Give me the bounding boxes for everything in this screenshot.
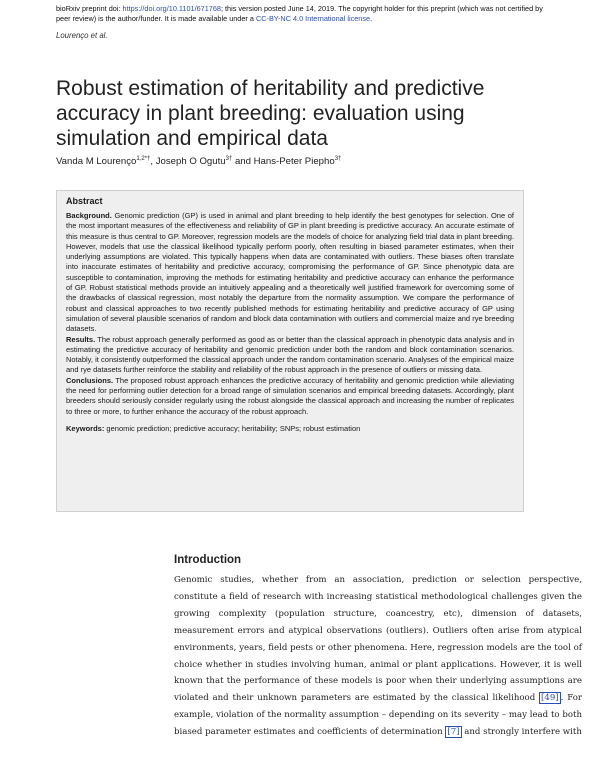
- keywords-label: Keywords:: [66, 423, 105, 433]
- background-label: Background.: [66, 211, 112, 220]
- author-list: [56, 156, 556, 167]
- running-head: Lourenço et al.: [56, 31, 108, 40]
- abstract-results: [66, 335, 514, 376]
- keywords: [66, 424, 514, 433]
- citation-link[interactable]: [7]: [447, 727, 460, 738]
- results-text: The robust approach generally performed as good as or better than the classical approach in phenotypic data analysis and in estimating the predictive accuracy of heritability and genomic prediction under both the random and block contamination scenarios. Notably, it consistently outperformed the classical approach under the random contamination scenario. Analyses of the empirical maize and rye datasets further reinforce the stability and reliability of the robust approach in the presence of outliers or missing data.: [66, 334, 514, 375]
- preprint-notice: [56, 4, 556, 24]
- author-affiliation: 1,2*†: [136, 156, 151, 162]
- doi-link[interactable]: https://doi.org/10.1101/671768: [122, 4, 221, 13]
- results-label: Results.: [66, 334, 96, 344]
- author-separator: ,: [150, 156, 156, 168]
- author-affiliation: 3†: [334, 156, 342, 162]
- introduction-text: [174, 572, 582, 741]
- author-name: Vanda M Lourenço: [56, 156, 137, 168]
- conclusions-label: Conclusions.: [66, 375, 114, 385]
- paper-title: Robust estimation of heritability and predictive accuracy in plant breeding: evaluation using simulation and empirical data: [56, 77, 485, 150]
- intro-text-part: and strongly interfere with: [461, 727, 582, 738]
- introduction-heading: Introduction: [174, 554, 242, 566]
- abstract-background: [66, 211, 514, 335]
- keywords-text: genomic prediction; predictive accuracy; heritability; SNPs; robust estimation: [104, 423, 361, 433]
- background-text: Genomic prediction (GP) is used in animal and plant breeding to help identify the best genotypes for selection. One of the most important measures of the effectiveness and reliability of GP in plant breeding is predictive accuracy. An accurate estimate of this measure is thus central to GP. Moreover, regression models are the models of choice for analyzing field trial data in plant breeding. However, models that use the classical likelihood typically perform poorly, often resulting in biased parameter estimates, when their underlying assumptions are violated. This typically happens when data are contaminated with outliers. These biases often translate into inaccurate estimates of heritability and predictive accuracy, compromising the performance of GP. Since phenotypic data are susceptible to contamination, improving the methods for estimating heritability and predictive accuracy can enhance the performance of GP. Robust statistical methods provide an intuitively appealing and a theoretically well justified framework for overcoming some of the drawbacks of classical regression, most notably the departure from the normality assumption. We compare the performance of robust and classical approaches to two recently published methods for estimating heritability and predictive accuracy of GP using simulation of several plausible scenarios of random and block data contamination with outliers and commercial maize and rye breeding datasets.: [66, 211, 514, 334]
- notice-suffix: .: [370, 14, 373, 23]
- notice-prefix: bioRxiv preprint doi:: [56, 4, 123, 13]
- author-name: Hans-Peter Piepho: [253, 156, 335, 168]
- author-separator: and: [232, 156, 254, 168]
- abstract-heading: Abstract: [66, 196, 103, 206]
- conclusions-text: The proposed robust approach enhances the predictive accuracy of heritability and genomic prediction while alleviating the need for performing outlier detection for a broad range of simulation scenarios and empirical breeding datasets. Accordingly, plant breeders should seriously consider regularly using the robust alongside the classical approach and increasing the number of replicates to three or more, to further enhance the accuracy of the robust approach.: [66, 375, 514, 416]
- abstract-body: [66, 211, 514, 417]
- abstract-box: [56, 190, 524, 512]
- citation-link[interactable]: [49]: [541, 693, 559, 704]
- author-affiliation: 3†: [225, 156, 233, 162]
- abstract-conclusions: [66, 376, 514, 417]
- author-name: Joseph O Ogutu: [155, 156, 226, 168]
- intro-text-part: Genomic studies, whether from an association, prediction or selection perspective, constitute a field of research with increasing statistical methodological challenges given the growing complexity (population structure, coancestry, etc), dimension of datasets, measurement errors and atypical observations (outliers). Outliers often arise from atypical environments, years, field pests or other phenomena. Here, regression models are the tool of choice whether in studies involving human, animal or plant applications. However, it is well known that the performance of these models is poor when their underlying assumptions are violated and their unknown parameters are estimated by the classical likelihood: [174, 575, 582, 704]
- license-link[interactable]: CC-BY-NC 4.0 International license: [255, 14, 371, 23]
- notice-middle: ; this version posted June 14, 2019. The copyright holder for this preprint (which was not certified by peer review) is the author/funder. It is made available under a: [56, 4, 543, 23]
- intro-text-part: . For example, violation of the normality assumption – depending on its severity – may lead to both biased parameter estimates and coefficients of determination: [174, 693, 582, 738]
